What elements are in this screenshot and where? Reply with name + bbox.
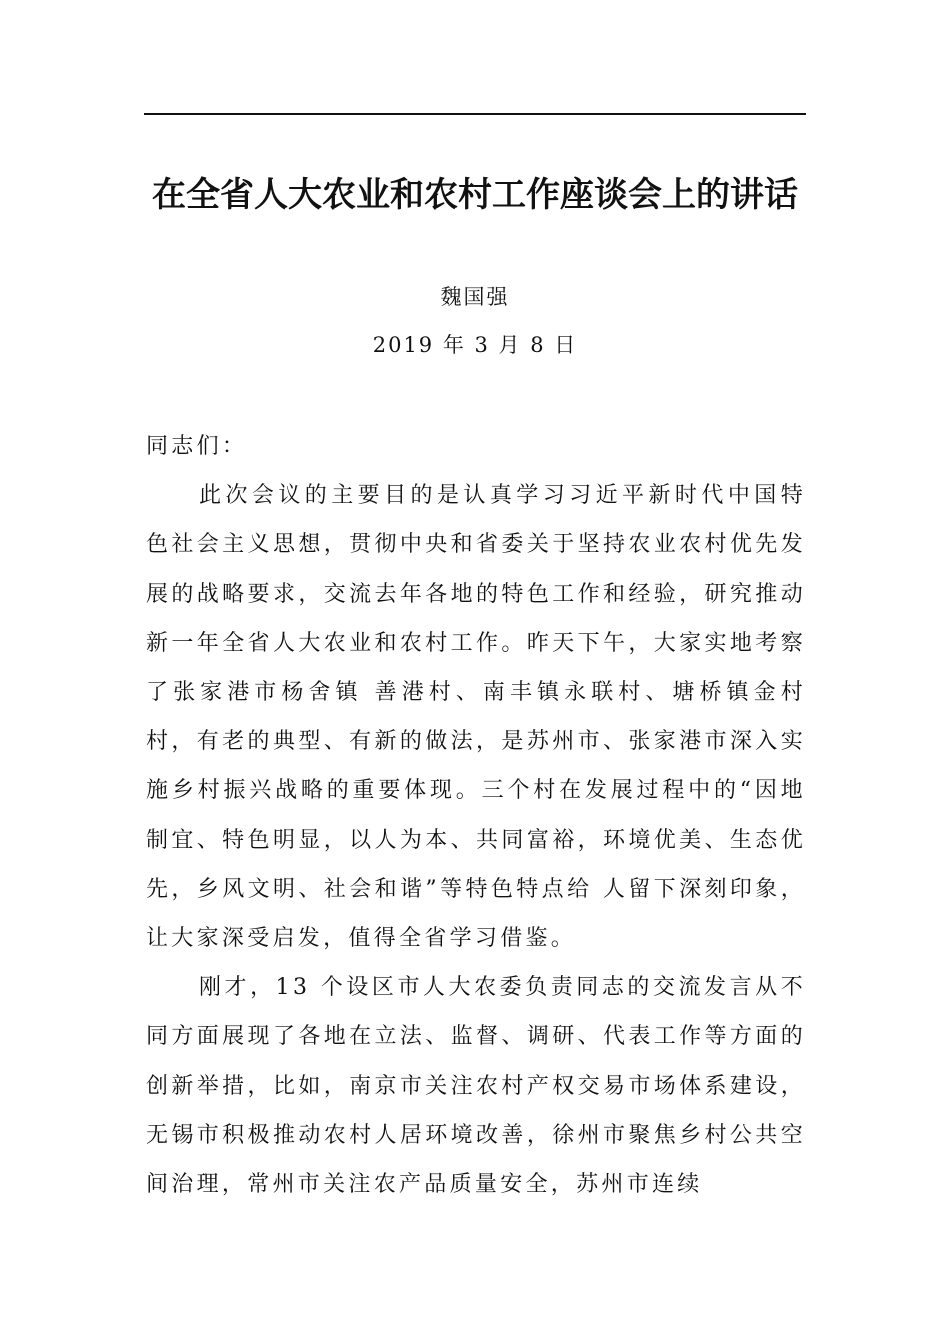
speech-title: 在全省人大农业和农村工作座谈会上的讲话 — [152, 175, 798, 215]
header-rule — [144, 113, 806, 115]
salutation: 同志们： — [146, 434, 248, 459]
paragraph: 刚才，13 个设区市人大农委负责同志的交流发言从不同方面展现了各地在立法、监督、调研、代表工作等方面的创新举措，比如，南京市关注农村产权交易市场体系建设，无锡市积极推动农村人居环境改善，徐州市聚焦乡村公共空间治理，常州市关注农产品质量安全，苏州市连续 — [146, 975, 806, 1198]
speech-body — [146, 422, 806, 1209]
author-name: 魏国强 — [440, 285, 510, 309]
speech-date: 2019 年 3 月 8 日 — [372, 333, 578, 357]
paragraph: 此次会议的主要目的是认真学习习近平新时代中国特色社会主义思想，贯彻中央和省委关于坚持农业农村优先发展的战略要求，交流去年各地的特色工作和经验，研究推动新一年全省人大农业和农村工作。昨天下午，大家实地考察了张家港市杨舍镇 善港村、南丰镇永联村、塘桥镇金村村，有老的典型、有新的做法，是苏州市、张家港市深入实施乡村振兴战略的重要体现。三个村在发展过程中的“因地制宜、特色明显，以人为本、共同富裕，环境优美、生态优先，乡风文明、社会和谐”等特色特点给 人留下深刻印象，让大家深受启发，值得全省学习借鉴。 — [146, 483, 806, 952]
